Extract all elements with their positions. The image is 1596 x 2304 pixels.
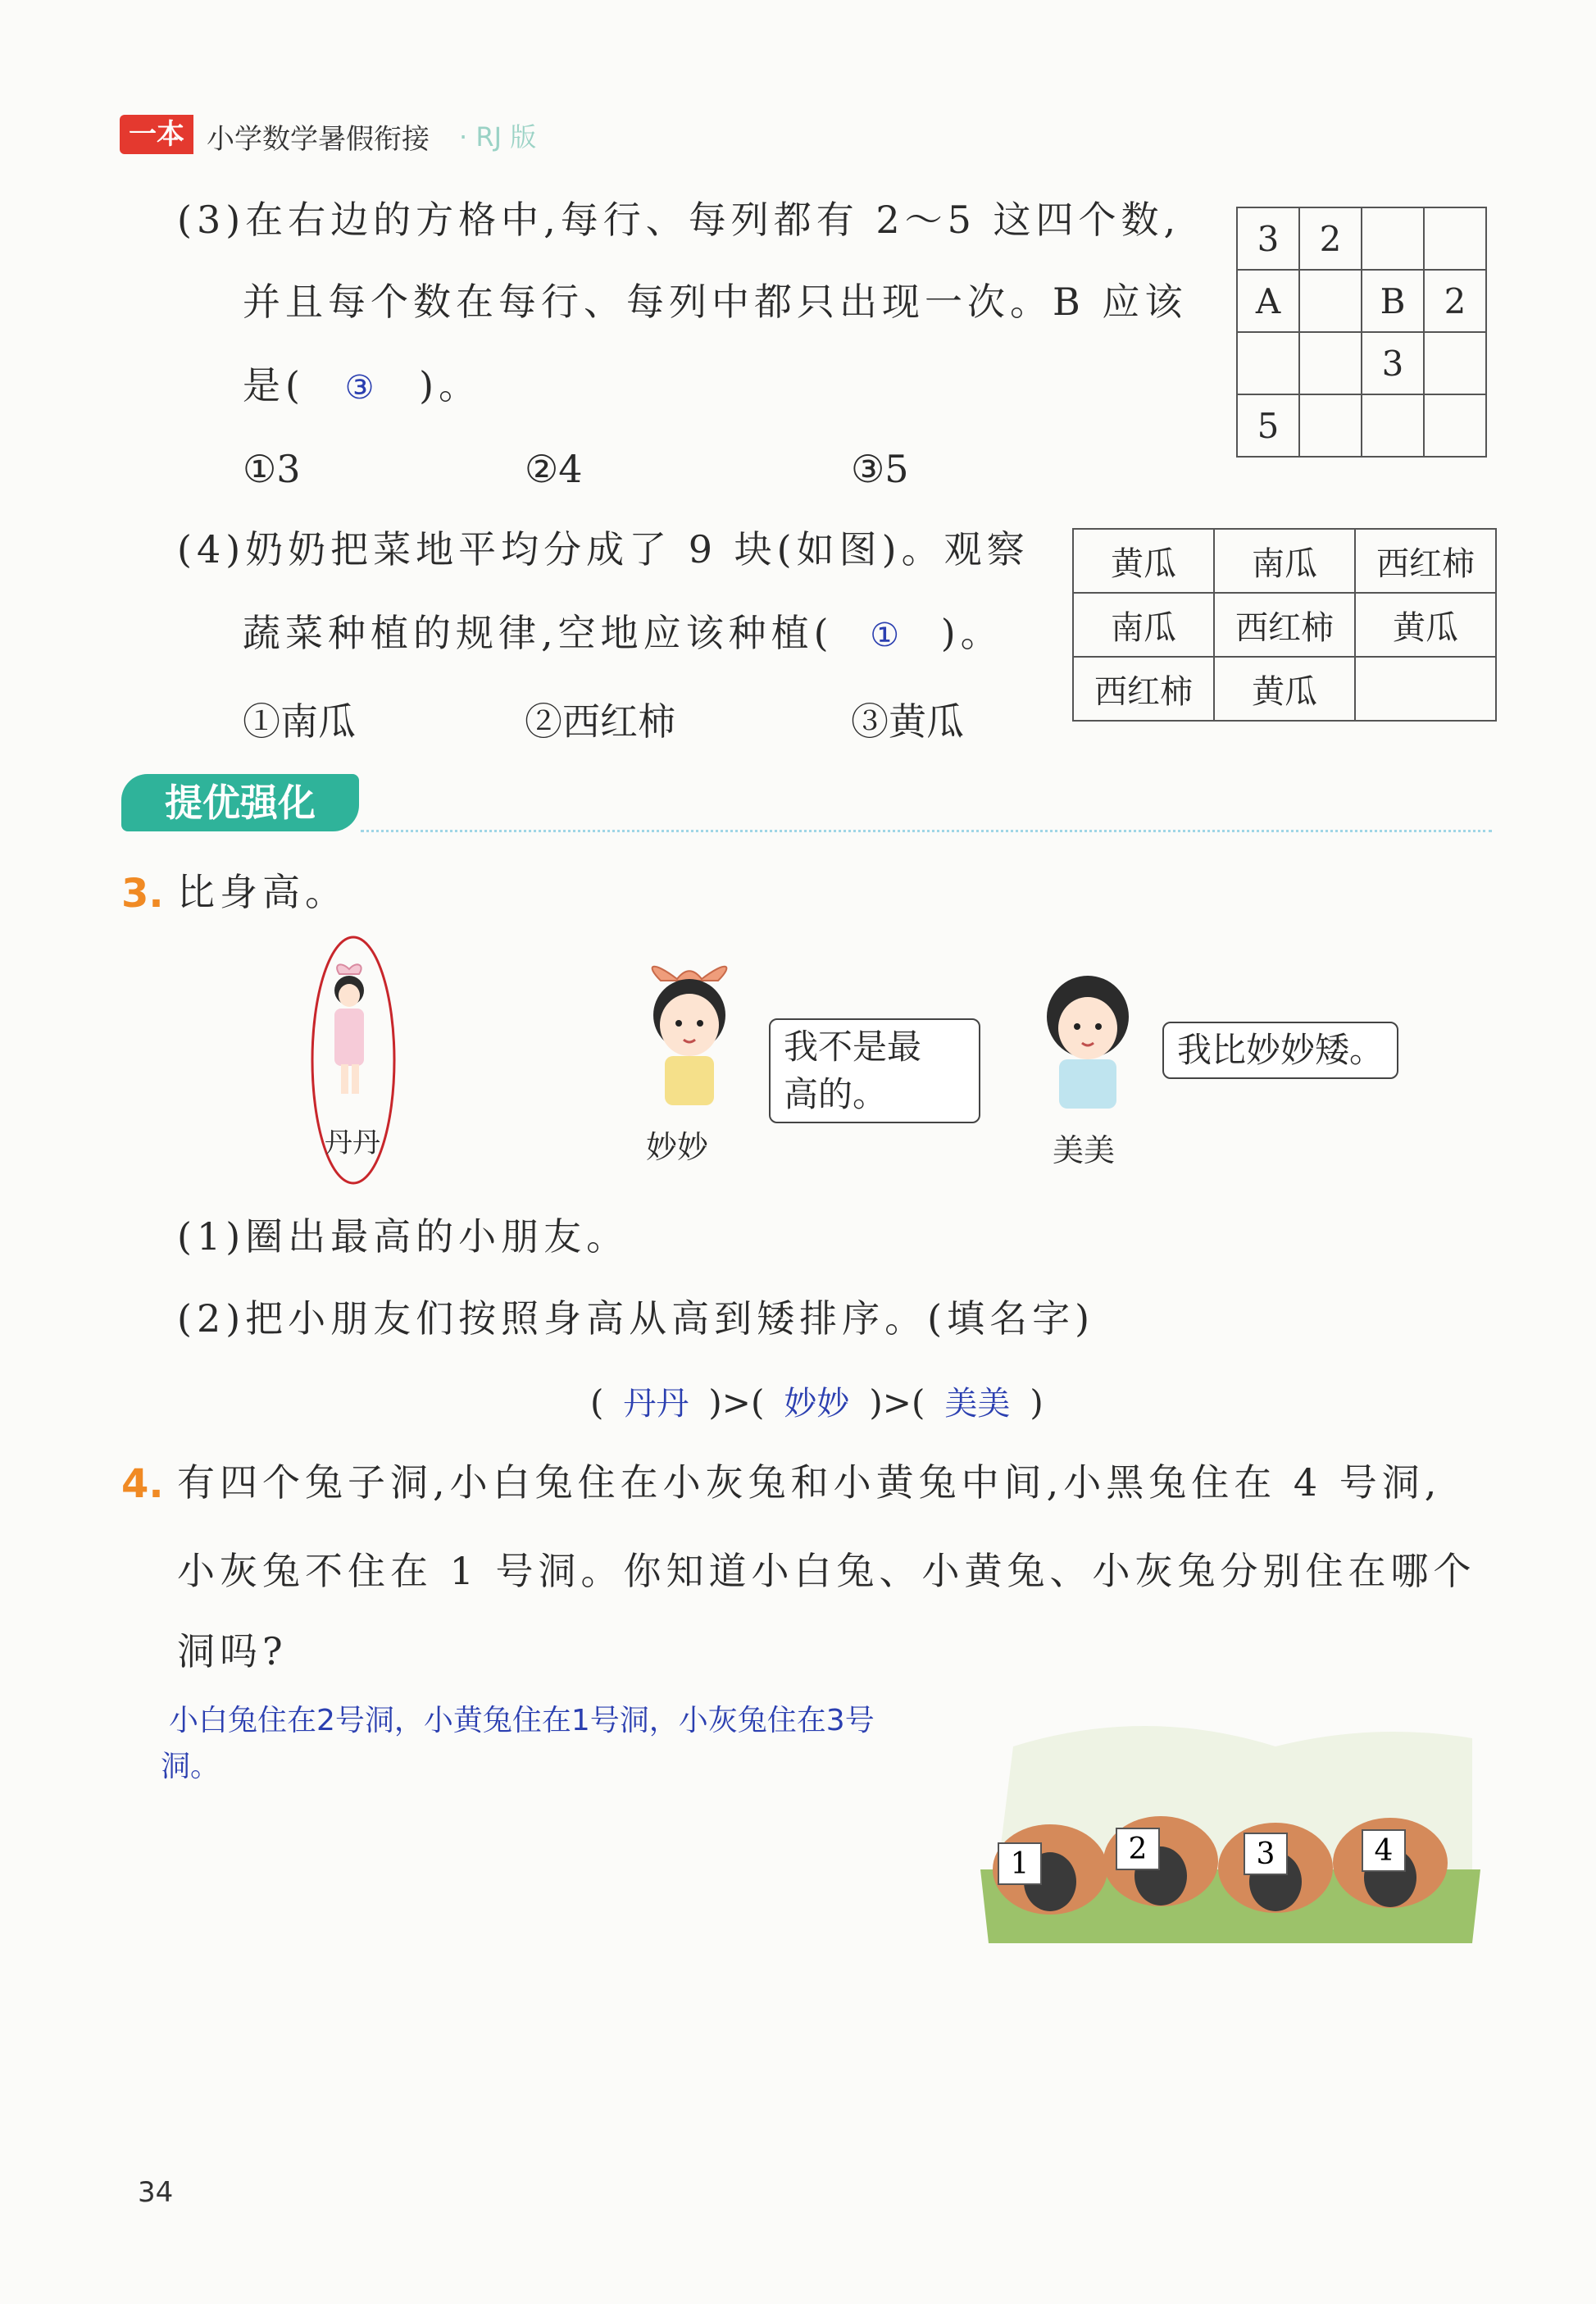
q3-line2: 并且每个数在每行、每列中都只出现一次。B 应该	[243, 280, 1188, 324]
problem-4-line1: 有四个兔子洞,小白兔住在小灰兔和小黄兔中间,小黑兔住在 4 号洞,	[177, 1460, 1442, 1505]
veg-cell: 西红柿	[1073, 657, 1214, 721]
veg-cell: 黄瓜	[1214, 657, 1355, 721]
grid-cell: 2	[1424, 270, 1486, 332]
series-badge: 一本	[120, 115, 193, 154]
grid-cell	[1299, 394, 1362, 457]
rabbit-holes-illustration	[980, 1714, 1480, 1943]
miaomiao-speech-bubble: 我不是最 高的。	[769, 1018, 980, 1123]
grid-cell: 5	[1237, 394, 1299, 457]
dandan-label: 丹丹	[325, 1127, 380, 1159]
hole-sign-3	[1244, 1833, 1287, 1874]
page-number: 34	[138, 2176, 174, 2209]
miaomiao-figure	[636, 964, 743, 1120]
problem-3-sub2: (2)把小朋友们按照身高从高到矮排序。(填名字)	[177, 1296, 1095, 1341]
problem-4-answer-line1: 小白兔住在2号洞，小黄兔住在1号洞，小灰兔住在3号	[169, 1704, 875, 1737]
problem-4-number: 4.	[121, 1461, 164, 1507]
edition-label: · RJ 版	[459, 121, 537, 153]
grid-cell	[1424, 332, 1486, 394]
height-order: ( 丹丹 )>( 妙妙 )>( 美美 )	[590, 1382, 1044, 1423]
q3-option-1: ①3	[243, 447, 301, 491]
problem-3-title: 比身高。	[177, 870, 348, 914]
miaomiao-label: 妙妙	[646, 1129, 709, 1165]
order-third: 美美	[944, 1385, 1011, 1423]
q4-line1: (4)奶奶把菜地平均分成了 9 块(如图)。观察	[177, 527, 1030, 571]
q4-answer: ①	[870, 617, 905, 654]
problem-4-line3: 洞吗?	[177, 1629, 288, 1673]
grid-cell	[1424, 394, 1486, 457]
svg-text:2: 2	[1128, 1833, 1148, 1866]
section-title: 提优强化	[121, 774, 359, 831]
svg-text:3: 3	[1256, 1837, 1275, 1871]
q4-option-2: ②西红柿	[525, 699, 675, 744]
q4-option-3: ③黄瓜	[851, 699, 964, 744]
meimei-label: 美美	[1053, 1132, 1116, 1168]
q3-answer: ③	[344, 369, 380, 407]
grid-cell: 2	[1299, 207, 1362, 270]
grid-cell	[1424, 207, 1486, 270]
grid-cell	[1299, 270, 1362, 332]
veg-cell: 黄瓜	[1073, 529, 1214, 593]
problem-3-number: 3.	[121, 871, 164, 917]
book-title: 小学数学暑假衔接	[207, 123, 430, 156]
grid-cell	[1299, 332, 1362, 394]
veg-cell	[1355, 657, 1496, 721]
hole-sign-2	[1116, 1828, 1159, 1869]
veg-cell: 黄瓜	[1355, 593, 1496, 657]
order-first: 丹丹	[623, 1385, 689, 1423]
problem-4-answer-line2: 洞。	[161, 1750, 221, 1783]
q3-option-3: ③5	[851, 447, 909, 491]
svg-text:1: 1	[1010, 1847, 1030, 1881]
number-grid	[1236, 207, 1487, 458]
q3-option-2: ②4	[525, 447, 583, 491]
section-divider	[361, 830, 1492, 832]
grid-cell: A	[1237, 270, 1299, 332]
grid-cell: 3	[1362, 332, 1424, 394]
problem-3-sub1: (1)圈出最高的小朋友。	[177, 1214, 630, 1259]
veg-cell: 西红柿	[1214, 593, 1355, 657]
grid-cell: B	[1362, 270, 1424, 332]
grid-cell: 3	[1237, 207, 1299, 270]
meimei-speech-bubble: 我比妙妙矮。	[1162, 1022, 1398, 1079]
veg-cell: 南瓜	[1073, 593, 1214, 657]
grid-cell	[1362, 207, 1424, 270]
grid-cell	[1362, 394, 1424, 457]
svg-text:4: 4	[1374, 1834, 1394, 1868]
vegetable-grid	[1072, 528, 1497, 722]
q3-line3: 是( ③ )。	[243, 363, 482, 408]
hole-sign-4	[1362, 1830, 1405, 1871]
order-second: 妙妙	[784, 1385, 850, 1423]
problem-4-line2: 小灰兔不住在 1 号洞。你知道小白兔、小黄兔、小灰兔分别住在哪个	[177, 1549, 1476, 1593]
grid-cell	[1237, 332, 1299, 394]
veg-cell: 西红柿	[1355, 529, 1496, 593]
hole-sign-1	[998, 1843, 1041, 1884]
q3-line1: (3)在右边的方格中,每行、每列都有 2～5 这四个数,	[177, 198, 1181, 242]
meimei-figure	[1034, 968, 1141, 1123]
q4-line2: 蔬菜种植的规律,空地应该种植( ① )。	[243, 611, 1003, 655]
veg-cell: 南瓜	[1214, 529, 1355, 593]
q4-option-1: ①南瓜	[243, 699, 356, 744]
